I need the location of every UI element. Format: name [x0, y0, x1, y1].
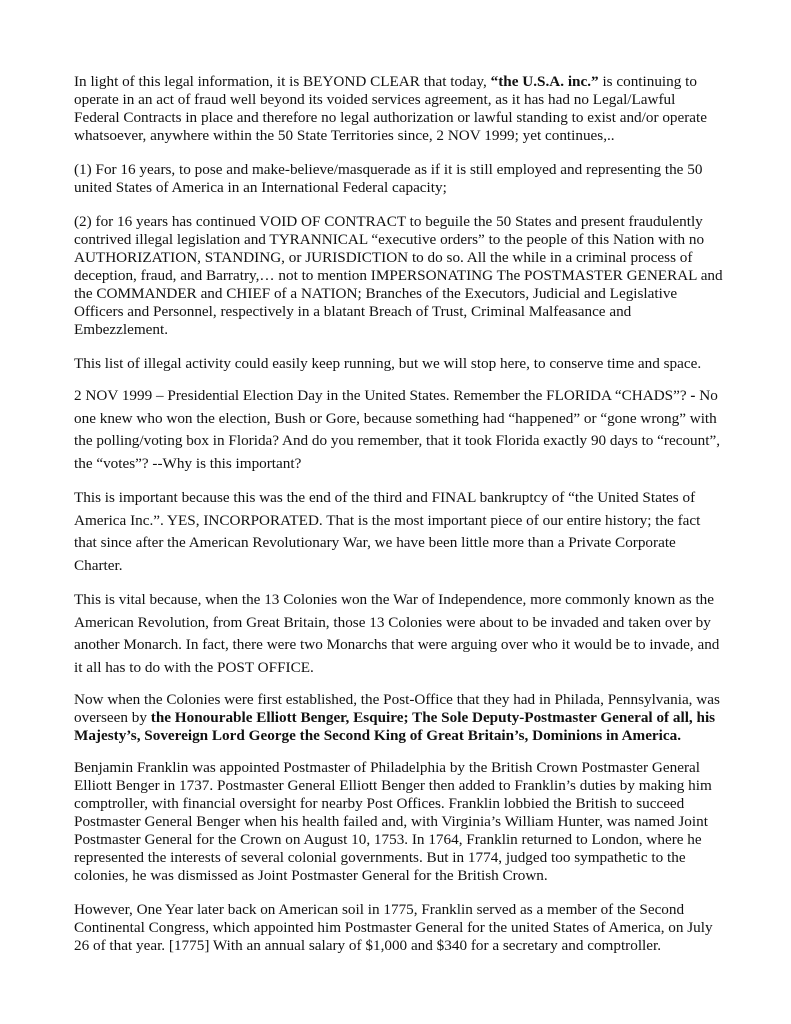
text-run: is continuing to operate in an act of fraud well beyond its voided services agreement, as it has had no Legal/Lawful Federal Contracts in place and therefore no legal authorization or lawful standing to exist and/or operate whatsoever, anywhere within the 50 State Territories since, 2 NOV 1999; yet continues,.. [74, 73, 708, 144]
paragraph-13-colonies: This is vital because, when the 13 Colonies won the War of Independence, more commonly known as the American Revolution, from Great Britain, those 13 Colonies were about to be invaded and taken over by another Monarch. In fact, there were two Monarchs that were arguing over who it would be to invade, and it all has to do with the POST OFFICE. [74, 591, 720, 676]
paragraph-item-2: (2) for 16 years has continued VOID OF CONTRACT to beguile the 50 States and present fraudulently contrived illegal legislation and TYRANNICAL “executive orders” to the people of this Nation with no AUTHORIZATION, STANDING, or JURISDICTION to do so. All the while in a criminal process of deception, fraud, and Barratry,… not to mention IMPERSONATING The POSTMASTER GENERAL and the COMMANDER and CHIEF of a NATION; Branches of the Executors, Judicial and Legislative Officers and Personnel, respectively in a blatant Breach of Trust, Criminal Malfeasance and Embezzlement. [74, 213, 723, 338]
paragraph-post-office-overseer [74, 691, 724, 745]
paragraph-bankruptcy: This is important because this was the end of the third and FINAL bankruptcy of “the United States of America Inc.”. YES, INCORPORATED. That is the most important piece of our entire history; the fact that since after the American Revolutionary War, we have been little more than a Private Corporate Charter. [74, 489, 701, 574]
bold-dash: - [690, 387, 696, 404]
paragraph-election-1999 [74, 385, 724, 475]
paragraph-franklin-appointment: Benjamin Franklin was appointed Postmaster of Philadelphia by the British Crown Postmaster General Elliott Benger in 1737. Postmaster General Elliott Benger then added to Franklin’s duties by making him comptroller, with financial oversight for nearby Post Offices. Franklin lobbied the British to succeed Postmaster General Benger when his health failed and, with Virginia’s William Hunter, was named Joint Postmaster General for the Crown on August 10, 1753. In 1764, Franklin returned to London, where he represented the interests of several colonial governments. But in 1774, judged too sympathetic to the colonies, he was dismissed as Joint Postmaster General for the British Crown. [74, 759, 712, 884]
paragraph-item-1: (1) For 16 years, to pose and make-believe/masquerade as if it is still employed and representing the 50 united States of America in an International Federal capacity; [74, 161, 703, 196]
text-run: 2 NOV 1999 – Presidential Election Day in the United States. Remember the FLORIDA “CHADS”? [74, 387, 691, 404]
text-run: Now when the Colonies were first established, the Post-Office that they had in Philada, Pennsylvania, was overseen by [74, 691, 720, 726]
paragraph-usa-inc-fraud [74, 73, 724, 145]
bold-usa-inc: “the U.S.A. inc.” [490, 73, 599, 90]
bold-benger-title: the Honourable Elliott Benger, Esquire; The Sole Deputy-Postmaster General of all, his Majesty’s, Sovereign Lord George the Second King of Great Britain’s, Dominions in America. [74, 709, 716, 744]
paragraph-franklin-1775: However, One Year later back on American soil in 1775, Franklin served as a member of the Second Continental Congress, which appointed him Postmaster General for the united States of America, on July 26 of that year. [1775] With an annual salary of $1,000 and $340 for a secretary and comptroller. [74, 901, 713, 954]
document-page [74, 73, 724, 955]
text-run: No one knew who won the election, Bush or Gore, because something had “happened” or “gone wrong” with the polling/voting box in Florida? And do you remember, that it took Florida exactly 90 days to “recount”, the “votes”? --Why is this important? [74, 387, 721, 472]
paragraph-illegal-activity-list: This list of illegal activity could easily keep running, but we will stop here, to conserve time and space. [74, 355, 702, 372]
text-run: In light of this legal information, it is BEYOND CLEAR that today, [74, 73, 491, 90]
